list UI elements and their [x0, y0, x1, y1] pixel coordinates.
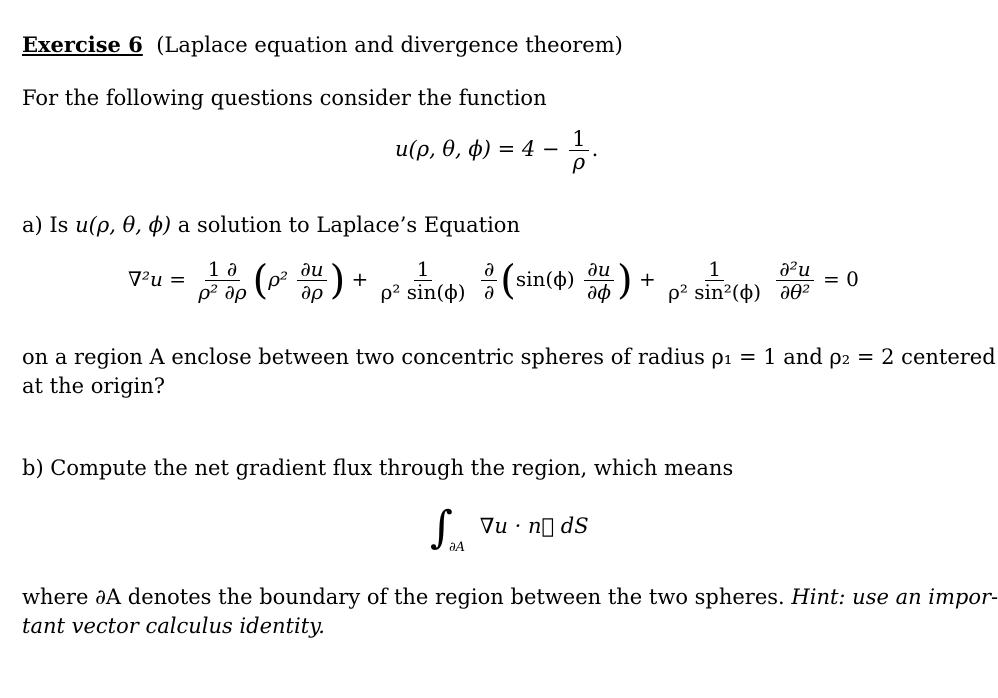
laplace-rhs: = 0: [823, 267, 859, 291]
where-line-2: [22, 613, 325, 639]
integral-sign: ∫: [430, 502, 453, 553]
flux-integral: [430, 502, 589, 555]
term3-deriv-fraction: [776, 258, 813, 303]
hint-text-cont: tant vector calculus identity.: [22, 614, 325, 638]
where-line-1: [22, 584, 998, 610]
part-a-prefix: a) Is: [22, 213, 69, 237]
term2-inner-num: ∂u: [584, 258, 613, 281]
term3-num: 1: [705, 258, 724, 281]
part-a-fn: u(ρ, θ, ϕ): [75, 213, 172, 237]
function-lhs: u(ρ, θ, ϕ) = 4 −: [395, 137, 560, 161]
term2-inner-den: ∂ϕ: [587, 280, 612, 304]
term2-den: ρ² sin(ϕ): [380, 280, 466, 304]
region-line-2: at the origin?: [22, 374, 166, 398]
function-equation: [395, 128, 598, 173]
function-fraction: [569, 128, 588, 173]
term1-inner-num: ∂u: [297, 258, 326, 281]
term2-deriv-num: ∂: [481, 258, 497, 281]
integrand: ∇u · n⃗ dS: [479, 514, 589, 538]
term2-num: 1: [414, 258, 433, 281]
left-paren: (: [252, 257, 269, 304]
part-b-question: b) Compute the net gradient flux through the region, which means: [22, 456, 734, 480]
right-paren: ): [617, 257, 633, 304]
region-line-1: on a region A enclose between two concentric spheres of radius ρ₁ = 1 and ρ₂ = 2 centered: [22, 345, 996, 369]
term2-inner-fraction: [584, 258, 614, 303]
function-end: .: [591, 137, 599, 161]
left-paren: (: [500, 257, 516, 304]
function-frac-num: 1: [569, 128, 588, 151]
term1-den: ρ² ∂ρ: [198, 280, 247, 304]
integral-subscript: ∂A: [448, 540, 466, 555]
term1-inner-den: ∂ρ: [300, 280, 323, 304]
plus-sign: +: [351, 267, 369, 291]
term1-inner-fraction: [297, 258, 326, 303]
term2-deriv-den: ∂: [483, 280, 495, 304]
term3-den: ρ² sin²(ϕ): [668, 280, 762, 304]
term2-deriv-fraction: [481, 258, 497, 303]
hint-text: Hint: use an impor-: [791, 585, 998, 609]
function-frac-den: ρ: [572, 150, 586, 174]
term3-deriv-den: ∂θ²: [779, 280, 811, 304]
exercise-subtitle: (Laplace equation and divergence theorem): [156, 33, 623, 57]
where-text: where ∂A denotes the boundary of the region between the two spheres.: [22, 585, 785, 609]
term3-fraction: [665, 258, 764, 303]
term3-deriv-num: ∂²u: [776, 258, 813, 281]
term1-inner-pre: ρ²: [268, 267, 288, 291]
intro-text: For the following questions consider the function: [22, 86, 547, 110]
plus-sign: +: [638, 267, 656, 291]
laplace-lhs: ∇²u =: [128, 267, 186, 291]
right-paren: ): [329, 257, 346, 304]
term2-inner-pre: sin(ϕ): [515, 267, 575, 291]
part-a-question: [22, 212, 520, 238]
part-a-suffix: a solution to Laplace’s Equation: [177, 213, 520, 237]
term2-fraction: [378, 258, 469, 303]
exercise-label: Exercise 6: [22, 32, 143, 57]
term1-num: 1 ∂: [205, 258, 240, 281]
laplace-equation: [128, 258, 859, 303]
exercise-title: [22, 32, 623, 58]
term1-fraction: [195, 258, 249, 303]
